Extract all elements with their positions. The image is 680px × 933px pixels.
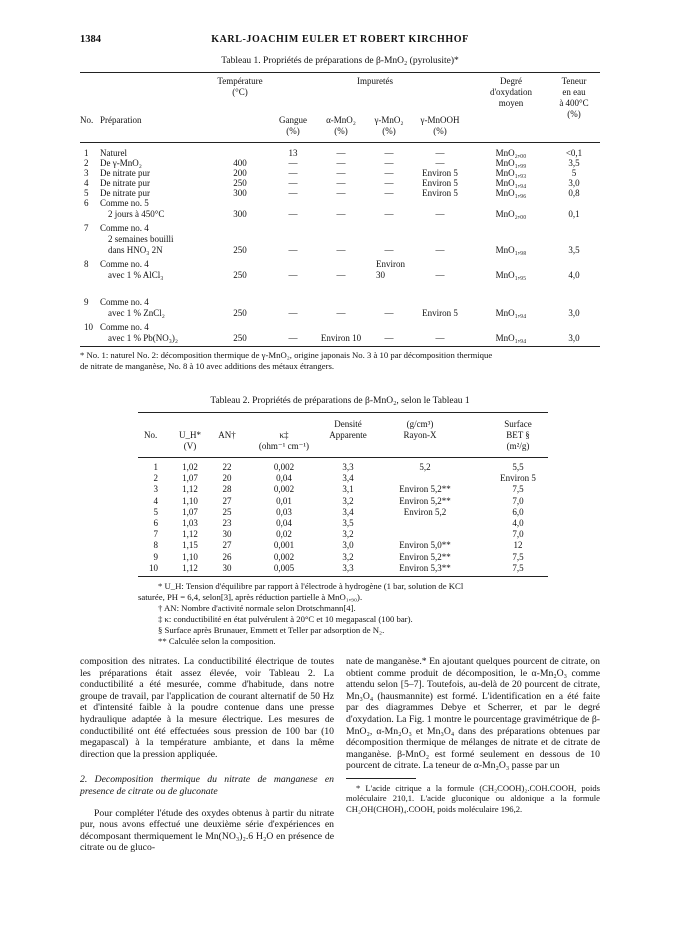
t2-row-kappa: 0,001 bbox=[273, 540, 295, 551]
table2-note: ** Calculée selon la composition. bbox=[158, 636, 276, 646]
t2-row-rayon: Environ 5,2** bbox=[399, 495, 451, 506]
t1-row-degre: MnO₂,₀₀ bbox=[495, 148, 527, 158]
t2-row-no: 6 bbox=[153, 518, 158, 528]
t1-row-preparation: avec 1 % Pb(NO₃)₂ bbox=[108, 333, 179, 343]
t1-head-amno2: α-MnO₂ bbox=[326, 115, 356, 125]
t1-row-temperature: 250 bbox=[233, 270, 247, 280]
t2-row-rayon: Environ 5,3** bbox=[399, 562, 451, 573]
footnote-rule bbox=[346, 778, 416, 779]
t1-row-temperature: 250 bbox=[233, 333, 247, 343]
t2-row-uh: 1,12 bbox=[182, 484, 198, 495]
t1-row-gangue: — bbox=[288, 245, 298, 255]
t1-head-temperature-unit: (°C) bbox=[232, 87, 248, 97]
t2-row-densite: 3,1 bbox=[342, 484, 354, 495]
table1-header-rule bbox=[80, 142, 600, 143]
t2-row-an: 26 bbox=[222, 551, 232, 562]
t2-row-no: 5 bbox=[153, 506, 158, 517]
t2-row-rayon: Environ 5,2** bbox=[399, 551, 451, 562]
t1-row-gmnooh: Environ 5 bbox=[422, 188, 458, 198]
t2-head-kappa-unit: (ohm⁻¹ cm⁻¹) bbox=[258, 441, 310, 451]
t1-head-degre: Degré bbox=[500, 76, 522, 86]
t1-row-gangue: — bbox=[288, 270, 298, 280]
t2-row-an: 27 bbox=[222, 540, 232, 551]
t1-row-temperature: 400 bbox=[233, 158, 247, 168]
body-right-paragraph-1: nate de manganèse.* En ajoutant quelques pourcent de citrate, on obtient comme produit de décomposition, le α-Mn₂O₃ comme attendu selon [5–7]. Toutefois, au-delà de 20 pourcent de citrate, Mn₃O₄ (hausmannite) est formé. L'identification en a été faite par des diagrammes Debye et Scherrer, et par le degré d'oxydation. La Fig. 1 montre le pourcentage gravimétrique de β-MnO₂, α-Mn₂O₃ et Mn₃O₄ dans des préparations obtenues par décomposition thermique de mélanges de nitrate et de citrate de manganèse. β-MnO₂ est formé seulement en dessous de 10 pourcent de citrate. La teneur de α-Mn₂O₃ passe par un bbox=[346, 656, 600, 772]
t1-row-gangue: 13 bbox=[288, 148, 298, 158]
t2-head-densite-2: Apparente bbox=[329, 430, 367, 440]
table1-bottom-rule bbox=[80, 346, 600, 347]
table2-note: § Surface après Brunauer, Emmett et Teller par adsorption de N₂. bbox=[158, 625, 385, 635]
table1-footnote-1: * No. 1: naturel No. 2: décomposition thermique de γ-MnO₂, origine japonais No. 3 à 10 par décomposition thermique bbox=[80, 350, 493, 360]
t2-row-uh: 1,10 bbox=[182, 551, 198, 562]
t1-row-no: 10 bbox=[84, 322, 93, 332]
t2-row-an: 27 bbox=[222, 495, 232, 506]
t2-row-no: 1 bbox=[153, 462, 158, 472]
t2-row-rayon: Environ 5,2 bbox=[403, 506, 447, 517]
body-footnote: * L'acide citrique a la formule (CH₂COOH)₂.COH.COOH, poids moléculaire 210,1. L'acide gluconique ou aldonique a la formule CH₂OH(CHOH)₄.COOH, poids moléculaire 196,2. bbox=[346, 782, 600, 814]
t1-row-gangue: — bbox=[288, 178, 298, 188]
t2-row-an: 23 bbox=[222, 518, 232, 528]
t1-row-teneur: <0,1 bbox=[565, 148, 583, 158]
t1-row-teneur: 3,0 bbox=[568, 333, 580, 343]
t2-head-surface-2: BET § bbox=[506, 430, 530, 440]
t1-row-no: 4 bbox=[84, 178, 89, 188]
t2-row-uh: 1,10 bbox=[182, 495, 198, 506]
t1-row-gmnooh: — bbox=[435, 245, 445, 255]
t1-row-gangue: — bbox=[288, 308, 298, 318]
t2-row-no: 7 bbox=[153, 529, 158, 540]
t1-row-gmno2: — bbox=[384, 188, 394, 198]
table1-caption: Tableau 1. Propriétés de préparations de β-MnO₂ (pyrolusite)* bbox=[221, 56, 459, 66]
t2-row-uh: 1,07 bbox=[182, 506, 198, 517]
t1-row-gmno2: — bbox=[384, 178, 394, 188]
table2-caption: Tableau 2. Propriétés de préparations de β-MnO₂, selon le Tableau 1 bbox=[210, 396, 470, 406]
t2-head-surface: Surface bbox=[504, 419, 532, 429]
t2-head-rayon: Rayon-X bbox=[403, 430, 437, 440]
t1-row-amno2: — bbox=[336, 178, 346, 188]
t1-row-gangue: — bbox=[288, 158, 298, 168]
t1-head-amno2-unit: (%) bbox=[334, 126, 348, 136]
t2-row-uh: 1,07 bbox=[182, 473, 198, 484]
t2-head-gcm3: (g/cm³) bbox=[406, 419, 434, 429]
t2-row-kappa: 0,002 bbox=[273, 462, 295, 472]
t1-head-preparation: Préparation bbox=[100, 115, 142, 125]
t1-row-preparation: avec 1 % AlCl₃ bbox=[108, 270, 164, 280]
t2-row-surface: Environ 5 bbox=[500, 473, 536, 484]
t1-head-degre-2: d'oxydation bbox=[489, 87, 533, 97]
t1-row-gmnooh: Environ 5 bbox=[422, 178, 458, 188]
t1-row-gmno2: — bbox=[384, 148, 394, 158]
t1-head-gmno2-unit: (%) bbox=[382, 126, 396, 136]
t1-row-amno2: — bbox=[336, 270, 346, 280]
t2-row-no: 4 bbox=[153, 495, 158, 506]
t1-row-temperature: 250 bbox=[233, 245, 247, 255]
t2-row-no: 8 bbox=[153, 540, 158, 551]
t1-head-gmnooh: γ-MnOOH bbox=[420, 115, 460, 125]
t2-row-surface: 6,0 bbox=[512, 506, 524, 517]
t2-head-no: No. bbox=[144, 430, 158, 440]
table2-top-rule bbox=[138, 412, 548, 413]
t2-row-surface: 7,0 bbox=[512, 495, 524, 506]
t1-row-preparation: Comme no. 4 bbox=[100, 322, 149, 332]
t2-row-densite: 3,4 bbox=[342, 506, 354, 517]
t2-row-an: 28 bbox=[222, 484, 232, 495]
t1-row-gmno2-value: 30 bbox=[376, 270, 385, 280]
t1-row-teneur: 3,5 bbox=[568, 245, 580, 255]
t1-row-gmno2: — bbox=[384, 158, 394, 168]
t2-row-densite: 3,4 bbox=[342, 473, 354, 484]
t2-row-no: 9 bbox=[153, 551, 158, 562]
t1-row-temperature: 300 bbox=[233, 209, 247, 219]
t2-row-rayon: Environ 5,0** bbox=[399, 540, 451, 551]
t1-row-teneur: 3,0 bbox=[568, 308, 580, 318]
t2-row-uh: 1,12 bbox=[182, 562, 198, 573]
t1-head-gangue: Gangue bbox=[279, 115, 307, 125]
t2-row-uh: 1,03 bbox=[182, 518, 198, 528]
t1-row-degre: MnO₁,₉₉ bbox=[495, 158, 527, 168]
t1-row-no: 9 bbox=[84, 297, 89, 307]
t1-row-no: 3 bbox=[84, 168, 89, 178]
t1-row-gmnooh: — bbox=[435, 270, 445, 280]
t2-row-kappa: 0,02 bbox=[276, 529, 292, 540]
t1-row-preparation: Comme no. 4 bbox=[100, 259, 149, 269]
t1-row-teneur: 0,8 bbox=[568, 188, 580, 198]
t1-row-teneur: 3,5 bbox=[568, 158, 580, 168]
t1-row-gmnooh: — bbox=[435, 148, 445, 158]
table1-footnote-2: de nitrate de manganèse, No. 8 à 10 avec additions des métaux étrangers. bbox=[80, 361, 335, 371]
t2-row-kappa: 0,04 bbox=[276, 518, 292, 528]
running-title: KARL-JOACHIM EULER ET ROBERT KIRCHHOF bbox=[211, 34, 469, 45]
t1-head-temperature: Température bbox=[217, 76, 263, 86]
t2-row-surface: 7,5 bbox=[512, 562, 524, 573]
table2-note: ‡ κ: conductibilité en état pulvérulent à 20°C et 10 megapascal (100 bar). bbox=[158, 614, 413, 624]
body-right-column bbox=[346, 656, 600, 814]
t2-row-no: 10 bbox=[149, 562, 158, 573]
t2-row-kappa: 0,04 bbox=[276, 473, 292, 484]
t1-row-temperature: 250 bbox=[233, 308, 247, 318]
t2-row-rayon: Environ 5,2** bbox=[399, 484, 451, 495]
t1-row-no: 8 bbox=[84, 259, 89, 269]
table2-bottom-rule bbox=[138, 576, 548, 577]
t2-row-kappa: 0,002 bbox=[273, 551, 295, 562]
t1-row-teneur: 4,0 bbox=[568, 270, 580, 280]
t2-row-densite: 3,3 bbox=[342, 462, 354, 472]
t1-row-gmnooh: Environ 5 bbox=[422, 308, 458, 318]
t2-row-kappa: 0,005 bbox=[273, 562, 295, 573]
t1-head-gmnooh-unit: (%) bbox=[433, 126, 447, 136]
t1-row-preparation: De nitrate pur bbox=[100, 178, 150, 188]
t2-row-rayon: 5,2 bbox=[419, 462, 431, 472]
t1-row-no: 2 bbox=[84, 158, 89, 168]
t1-row-amno2: — bbox=[336, 308, 346, 318]
t1-row-amno2: — bbox=[336, 209, 346, 219]
table2-note: † AN: Nombre d'activité normale selon Drotschmann[4]. bbox=[158, 603, 356, 613]
t1-row-gmnooh: — bbox=[435, 158, 445, 168]
t1-row-preparation: De γ-MnO₂ bbox=[100, 158, 142, 168]
t1-row-degre: MnO₁,₉₄ bbox=[495, 333, 527, 343]
t2-row-surface: 5,5 bbox=[512, 462, 524, 472]
t1-row-temperature: 250 bbox=[233, 178, 247, 188]
t2-row-densite: 3,0 bbox=[342, 540, 354, 551]
t1-row-teneur: 0,1 bbox=[568, 209, 580, 219]
t1-row-preparation: 2 jours à 450°C bbox=[108, 209, 165, 219]
t1-row-gangue: — bbox=[288, 188, 298, 198]
t2-row-kappa: 0,03 bbox=[276, 506, 292, 517]
t2-head-densite: Densité bbox=[334, 419, 362, 429]
t1-row-preparation: avec 1 % ZnCl₂ bbox=[108, 308, 165, 318]
table2-note: saturée, PH = 6,4, selon[3], après réduction partielle à MnO₁,₉₀). bbox=[138, 592, 363, 602]
t1-row-gmnooh: — bbox=[435, 333, 445, 343]
t1-row-teneur: 3,0 bbox=[568, 178, 580, 188]
t1-head-gmno2: γ-MnO₂ bbox=[374, 115, 404, 125]
t1-row-preparation: De nitrate pur bbox=[100, 188, 150, 198]
t2-row-an: 20 bbox=[222, 473, 232, 484]
t2-head-uh-unit: (V) bbox=[183, 441, 197, 451]
t1-head-teneur-4: (%) bbox=[567, 109, 581, 119]
t2-row-kappa: 0,002 bbox=[273, 484, 295, 495]
t1-row-no: 1 bbox=[84, 148, 89, 158]
t1-row-gmnooh: — bbox=[435, 209, 445, 219]
t1-row-gmno2: — bbox=[384, 245, 394, 255]
t1-row-gmno2: Environ bbox=[376, 259, 405, 269]
t1-row-temperature: 200 bbox=[233, 168, 247, 178]
t1-row-degre: MnO₁,₉₃ bbox=[495, 168, 527, 178]
t2-row-an: 22 bbox=[222, 462, 232, 472]
table1-top-rule bbox=[80, 72, 600, 73]
t2-head-an: AN† bbox=[218, 430, 236, 440]
body-left-paragraph-2: Pour compléter l'étude des oxydes obtenus à partir du nitrate pur, nous avons effectué une deuxième série d'expériences en décomposant thermiquement le Mn(NO₃)₂.6 H₂O en présence de citrate ou de gluco- bbox=[80, 807, 334, 854]
t1-head-degre-3: moyen bbox=[498, 98, 524, 108]
t1-row-preparation: Naturel bbox=[100, 148, 127, 158]
t2-row-densite: 3,5 bbox=[342, 518, 354, 528]
t2-row-an: 25 bbox=[222, 506, 232, 517]
t1-row-preparation: dans HNO₃ 2N bbox=[108, 245, 163, 255]
t1-row-gangue: — bbox=[288, 209, 298, 219]
t1-row-gmnooh: Environ 5 bbox=[422, 168, 458, 178]
t2-row-surface: 7,5 bbox=[512, 484, 524, 495]
t2-row-densite: 3,2 bbox=[342, 529, 354, 540]
section-title: 2. Decomposition thermique du nitrate de manganese en presence de citrate ou de gluconate bbox=[80, 774, 334, 797]
t1-row-gmno2: — bbox=[384, 308, 394, 318]
t1-head-impuretes: Impuretés bbox=[357, 76, 393, 86]
body-left-column bbox=[80, 656, 334, 854]
t1-row-amno2: — bbox=[336, 148, 346, 158]
t1-head-gangue-unit: (%) bbox=[286, 126, 300, 136]
t2-row-surface: 4,0 bbox=[512, 518, 524, 528]
t1-row-no: 7 bbox=[84, 223, 89, 233]
t2-row-uh: 1,15 bbox=[182, 540, 198, 551]
t2-row-surface: 12 bbox=[513, 540, 523, 551]
t1-row-amno2: — bbox=[336, 245, 346, 255]
t1-row-gmno2: — bbox=[384, 168, 394, 178]
t1-row-teneur: 5 bbox=[571, 168, 577, 178]
body-left-paragraph-1: composition des nitrates. La conductibilité électrique de toutes les préparations était assez élevée, voir Tableau 2. La conductibilité a été mesurée, comme d'habitude, dans notre groupe de travail, par l'application de courant alternatif de 50 Hz et d'intensité faible à la poudre contenue dans une presse hydraulique adaptée à la mesure électrique. Les mesures de conductibilité ont été effectuées sous pression de 100 bar (10 megapascal) à la température ambiante, et dans la même direction que la pression appliquée. bbox=[80, 656, 334, 760]
t2-head-uh: U_H* bbox=[179, 430, 201, 440]
t1-row-amno2: — bbox=[336, 188, 346, 198]
t2-row-kappa: 0,01 bbox=[276, 495, 292, 506]
t2-row-no: 3 bbox=[153, 484, 158, 495]
table2-header-rule bbox=[138, 457, 548, 458]
t2-row-an: 30 bbox=[222, 529, 232, 540]
table2-note: * U_H: Tension d'équilibre par rapport à l'électrode à hydrogène (1 bar, solution de KCl bbox=[158, 581, 464, 591]
t1-row-preparation: Comme no. 4 bbox=[100, 223, 149, 233]
t1-head-teneur-3: à 400°C bbox=[559, 98, 589, 108]
t2-row-surface: 7,0 bbox=[512, 529, 524, 540]
t1-row-gmno2: — bbox=[384, 333, 394, 343]
t2-row-no: 2 bbox=[153, 473, 158, 484]
t1-row-degre: MnO₁,₉₆ bbox=[495, 188, 527, 198]
t1-row-gmno2: — bbox=[384, 209, 394, 219]
t1-row-temperature: 300 bbox=[233, 188, 247, 198]
t2-row-surface: 7,5 bbox=[512, 551, 524, 562]
page-number: 1384 bbox=[80, 34, 101, 45]
t1-row-amno2: — bbox=[336, 158, 346, 168]
t1-row-no: 6 bbox=[84, 198, 89, 208]
t2-row-densite: 3,3 bbox=[342, 562, 354, 573]
t2-row-densite: 3,2 bbox=[342, 495, 354, 506]
t2-row-densite: 3,2 bbox=[342, 551, 354, 562]
t1-head-teneur: Teneur bbox=[561, 76, 587, 86]
t1-row-preparation: 2 semaines bouilli bbox=[108, 234, 174, 244]
t1-head-no: No. bbox=[80, 115, 94, 125]
t2-head-kappa: κ‡ bbox=[279, 430, 289, 440]
t1-row-degre: MnO₁,₉₄ bbox=[495, 178, 527, 188]
t1-row-preparation: Comme no. 4 bbox=[100, 297, 149, 307]
t1-row-amno2: — bbox=[336, 168, 346, 178]
t1-row-gangue: — bbox=[288, 168, 298, 178]
t1-head-teneur-2: en eau bbox=[562, 87, 586, 97]
t2-row-an: 30 bbox=[222, 562, 232, 573]
t1-row-degre: MnO₁,₉₄ bbox=[495, 308, 527, 318]
t1-row-amno2: Environ 10 bbox=[320, 333, 362, 343]
t1-row-gangue: — bbox=[288, 333, 298, 343]
t2-row-uh: 1,12 bbox=[182, 529, 198, 540]
t1-row-preparation: Comme no. 5 bbox=[100, 198, 149, 208]
t2-head-surface-3: (m²/g) bbox=[506, 441, 530, 451]
t1-row-degre: MnO₂,₀₀ bbox=[495, 209, 527, 219]
t1-row-degre: MnO₁,₉₅ bbox=[495, 270, 527, 280]
t1-row-no: 5 bbox=[84, 188, 89, 198]
t2-row-uh: 1,02 bbox=[182, 462, 198, 472]
t1-row-degre: MnO₁,₉₈ bbox=[495, 245, 527, 255]
t1-row-preparation: De nitrate pur bbox=[100, 168, 150, 178]
